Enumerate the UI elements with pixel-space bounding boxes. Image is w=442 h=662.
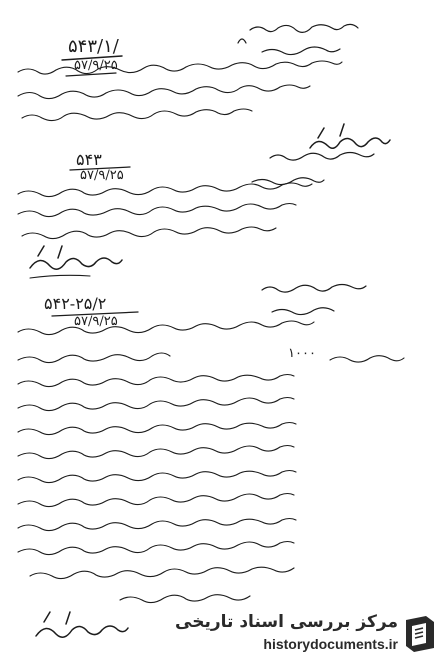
section-3-signature: [36, 612, 128, 637]
watermark-org-name: مرکز بررسی اسناد تاریخی: [175, 612, 398, 632]
section-3-ref-number: ۵۴۲-۲۵/۲: [44, 294, 107, 313]
amount-figure: ۱۰۰۰: [288, 346, 316, 361]
watermark-url: historydocuments.ir: [263, 636, 398, 652]
section-2-ref-number: ۵۴۳: [76, 150, 102, 169]
section-1-ref-number: ۵۴۳/۱/: [68, 36, 119, 57]
section-2-header: [252, 153, 374, 185]
section-3-body: [18, 321, 404, 603]
section-1-header: [238, 24, 358, 54]
section-3-header: [262, 285, 366, 315]
section-3-date: ۵۷/۹/۲۵: [74, 314, 118, 329]
archive-logo-icon: [402, 614, 438, 654]
section-1-body: [18, 61, 342, 121]
section-2-date: ۵۷/۹/۲۵: [80, 168, 124, 183]
section-2-signature: [30, 246, 122, 278]
section-2-body: [18, 183, 312, 239]
section-1-date: ۵۷/۹/۲۵: [74, 58, 118, 73]
section-1-signature: [310, 124, 390, 148]
watermark: [150, 604, 442, 662]
